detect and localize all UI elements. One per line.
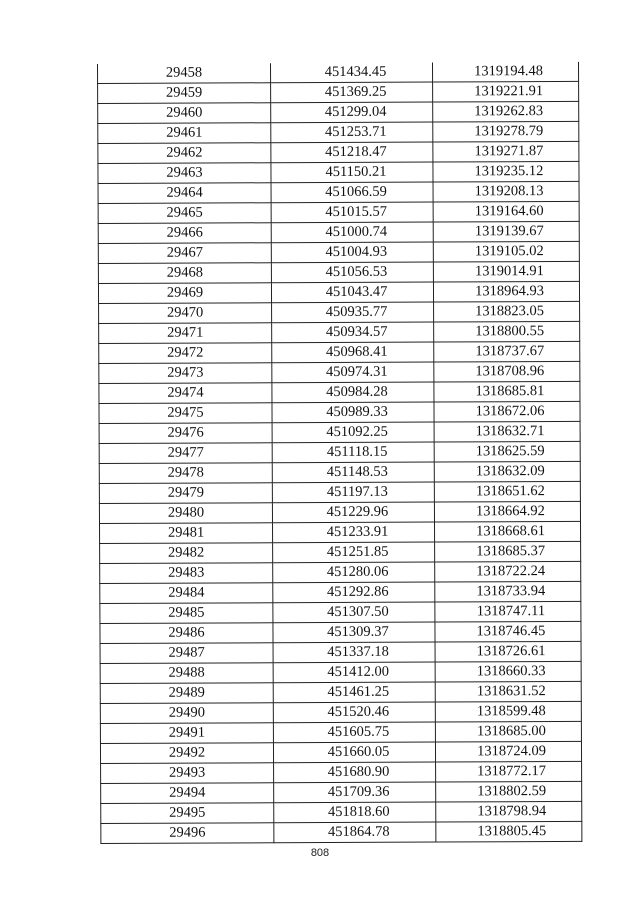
x-coordinate-cell: 451118.15	[272, 442, 434, 463]
y-coordinate-cell: 1318685.81	[434, 381, 580, 402]
y-coordinate-cell: 1319139.67	[433, 221, 579, 242]
x-coordinate-cell: 451253.71	[271, 122, 433, 143]
table-row	[100, 721, 581, 743]
point-id-cell: 29482	[100, 543, 273, 564]
y-coordinate-cell: 1318798.94	[436, 801, 582, 822]
y-coordinate-cell: 1318631.52	[435, 681, 581, 702]
table-row	[100, 601, 581, 623]
y-coordinate-cell: 1319194.48	[432, 62, 578, 82]
point-id-cell: 29476	[99, 423, 272, 444]
y-coordinate-cell: 1318660.33	[435, 661, 581, 682]
x-coordinate-cell: 451461.25	[273, 682, 435, 703]
x-coordinate-cell: 450935.77	[272, 302, 434, 323]
point-id-cell: 29491	[100, 723, 273, 744]
table-row	[99, 441, 580, 463]
y-coordinate-cell: 1318772.17	[436, 761, 582, 782]
x-coordinate-cell: 451864.78	[274, 822, 436, 843]
point-id-cell: 29465	[98, 203, 271, 224]
table-row	[99, 501, 580, 523]
x-coordinate-cell: 451309.37	[273, 622, 435, 643]
table-row	[98, 201, 579, 223]
table-row	[98, 141, 579, 163]
table-row	[101, 781, 582, 803]
table-row	[99, 361, 580, 383]
x-coordinate-cell: 450984.28	[272, 382, 434, 403]
y-coordinate-cell: 1319105.02	[433, 241, 579, 262]
x-coordinate-cell: 451043.47	[271, 282, 433, 303]
point-id-cell: 29473	[99, 363, 272, 384]
y-coordinate-cell: 1318747.11	[435, 601, 581, 622]
y-coordinate-cell: 1318672.06	[434, 401, 580, 422]
point-id-cell: 29479	[99, 483, 272, 504]
point-id-cell: 29460	[98, 103, 271, 124]
y-coordinate-cell: 1319262.83	[433, 101, 579, 122]
table-row	[99, 301, 580, 323]
y-coordinate-cell: 1318599.48	[435, 701, 581, 722]
y-coordinate-cell: 1318746.45	[435, 621, 581, 642]
x-coordinate-cell: 451680.90	[274, 762, 436, 783]
point-id-cell: 29489	[100, 683, 273, 704]
point-id-cell: 29466	[98, 223, 271, 244]
point-id-cell: 29459	[98, 83, 271, 104]
table-row	[100, 621, 581, 643]
y-coordinate-cell: 1319221.91	[433, 81, 579, 102]
y-coordinate-cell: 1318805.45	[436, 821, 582, 842]
point-id-cell: 29485	[100, 603, 273, 624]
y-coordinate-cell: 1318823.05	[434, 301, 580, 322]
x-coordinate-cell: 451092.25	[272, 422, 434, 443]
table-row	[100, 581, 581, 603]
table-row	[99, 421, 580, 443]
table-row	[98, 81, 579, 103]
coordinate-table-body	[97, 62, 581, 844]
table-row	[98, 161, 579, 183]
table-row	[100, 681, 581, 703]
point-id-cell: 29471	[99, 323, 272, 344]
x-coordinate-cell: 451148.53	[272, 462, 434, 483]
y-coordinate-cell: 1318802.59	[436, 781, 582, 802]
table-row	[99, 401, 580, 423]
x-coordinate-cell: 451280.06	[273, 562, 435, 583]
table-row	[99, 341, 580, 363]
y-coordinate-cell: 1318632.09	[434, 461, 580, 482]
x-coordinate-cell: 450934.57	[272, 322, 434, 343]
table-row	[100, 701, 581, 723]
y-coordinate-cell: 1318726.61	[435, 641, 581, 662]
point-id-cell: 29478	[99, 463, 272, 484]
point-id-cell: 29481	[100, 523, 273, 544]
y-coordinate-cell: 1318632.71	[434, 421, 580, 442]
x-coordinate-cell: 451299.04	[271, 102, 433, 123]
x-coordinate-cell: 451233.91	[273, 522, 435, 543]
point-id-cell: 29461	[98, 123, 271, 144]
table-row	[98, 101, 579, 123]
x-coordinate-cell: 451000.74	[271, 222, 433, 243]
x-coordinate-cell: 451229.96	[272, 502, 434, 523]
x-coordinate-cell: 451434.45	[270, 63, 432, 83]
x-coordinate-cell: 451818.60	[274, 802, 436, 823]
y-coordinate-cell: 1318733.94	[435, 581, 581, 602]
x-coordinate-cell: 451292.86	[273, 582, 435, 603]
x-coordinate-cell: 451412.00	[273, 662, 435, 683]
table-row	[100, 641, 581, 663]
x-coordinate-cell: 451709.36	[274, 782, 436, 803]
y-coordinate-cell: 1319278.79	[433, 121, 579, 142]
table-row	[98, 181, 579, 203]
table-row	[99, 481, 580, 503]
point-id-cell: 29495	[101, 803, 274, 824]
y-coordinate-cell: 1318737.67	[434, 341, 580, 362]
y-coordinate-cell: 1318668.61	[435, 521, 581, 542]
y-coordinate-cell: 1318651.62	[434, 481, 580, 502]
y-coordinate-cell: 1319014.91	[433, 261, 579, 282]
table-row	[98, 261, 579, 283]
x-coordinate-cell: 450974.31	[272, 362, 434, 383]
x-coordinate-cell: 450968.41	[272, 342, 434, 363]
table-row	[98, 121, 579, 143]
point-id-cell: 29470	[99, 303, 272, 324]
table-row	[100, 661, 581, 683]
point-id-cell: 29480	[99, 503, 272, 524]
y-coordinate-cell: 1318708.96	[434, 361, 580, 382]
x-coordinate-cell: 451066.59	[271, 182, 433, 203]
y-coordinate-cell: 1319235.12	[433, 161, 579, 182]
y-coordinate-cell: 1319208.13	[433, 181, 579, 202]
table-row	[100, 521, 581, 543]
y-coordinate-cell: 1318685.00	[435, 721, 581, 742]
point-id-cell: 29493	[101, 763, 274, 784]
table-row	[98, 241, 579, 263]
point-id-cell: 29468	[98, 263, 271, 284]
table-row	[101, 761, 582, 783]
y-coordinate-cell: 1319164.60	[433, 201, 579, 222]
coordinate-table	[97, 62, 582, 844]
table-row	[99, 321, 580, 343]
point-id-cell: 29462	[98, 143, 271, 164]
point-id-cell: 29474	[99, 383, 272, 404]
x-coordinate-cell: 451520.46	[273, 702, 435, 723]
point-id-cell: 29496	[101, 823, 274, 844]
x-coordinate-cell: 451251.85	[273, 542, 435, 563]
point-id-cell: 29464	[98, 183, 271, 204]
point-id-cell: 29477	[99, 443, 272, 464]
y-coordinate-cell: 1318964.93	[433, 281, 579, 302]
table-row	[98, 281, 579, 303]
y-coordinate-cell: 1318664.92	[434, 501, 580, 522]
x-coordinate-cell: 451605.75	[273, 722, 435, 743]
x-coordinate-cell: 451150.21	[271, 162, 433, 183]
x-coordinate-cell: 451197.13	[272, 482, 434, 503]
x-coordinate-cell: 451660.05	[273, 742, 435, 763]
x-coordinate-cell: 451218.47	[271, 142, 433, 163]
x-coordinate-cell: 451056.53	[271, 262, 433, 283]
table-row	[98, 221, 579, 243]
y-coordinate-cell: 1318685.37	[435, 541, 581, 562]
y-coordinate-cell: 1318722.24	[435, 561, 581, 582]
table-row	[100, 741, 581, 763]
y-coordinate-cell: 1318800.55	[434, 321, 580, 342]
point-id-cell: 29472	[99, 343, 272, 364]
point-id-cell: 29488	[100, 663, 273, 684]
page-number: 808	[310, 847, 330, 859]
x-coordinate-cell: 451004.93	[271, 242, 433, 263]
point-id-cell: 29467	[98, 243, 271, 264]
table-row	[99, 461, 580, 483]
x-coordinate-cell: 451337.18	[273, 642, 435, 663]
point-id-cell: 29483	[100, 563, 273, 584]
table-row	[100, 541, 581, 563]
x-coordinate-cell: 451015.57	[271, 202, 433, 223]
table-row	[101, 801, 582, 823]
table-row	[97, 62, 578, 84]
table-row	[100, 561, 581, 583]
point-id-cell: 29487	[100, 643, 273, 664]
y-coordinate-cell: 1318724.09	[435, 741, 581, 762]
x-coordinate-cell: 451369.25	[271, 82, 433, 103]
point-id-cell: 29458	[97, 63, 270, 83]
point-id-cell: 29463	[98, 163, 271, 184]
point-id-cell: 29490	[100, 703, 273, 724]
x-coordinate-cell: 451307.50	[273, 602, 435, 623]
point-id-cell: 29475	[99, 403, 272, 424]
point-id-cell: 29494	[101, 783, 274, 804]
table-row	[99, 381, 580, 403]
table-row	[101, 821, 582, 843]
x-coordinate-cell: 450989.33	[272, 402, 434, 423]
y-coordinate-cell: 1318625.59	[434, 441, 580, 462]
point-id-cell: 29486	[100, 623, 273, 644]
y-coordinate-cell: 1319271.87	[433, 141, 579, 162]
point-id-cell: 29492	[100, 743, 273, 764]
point-id-cell: 29484	[100, 583, 273, 604]
point-id-cell: 29469	[98, 283, 271, 304]
